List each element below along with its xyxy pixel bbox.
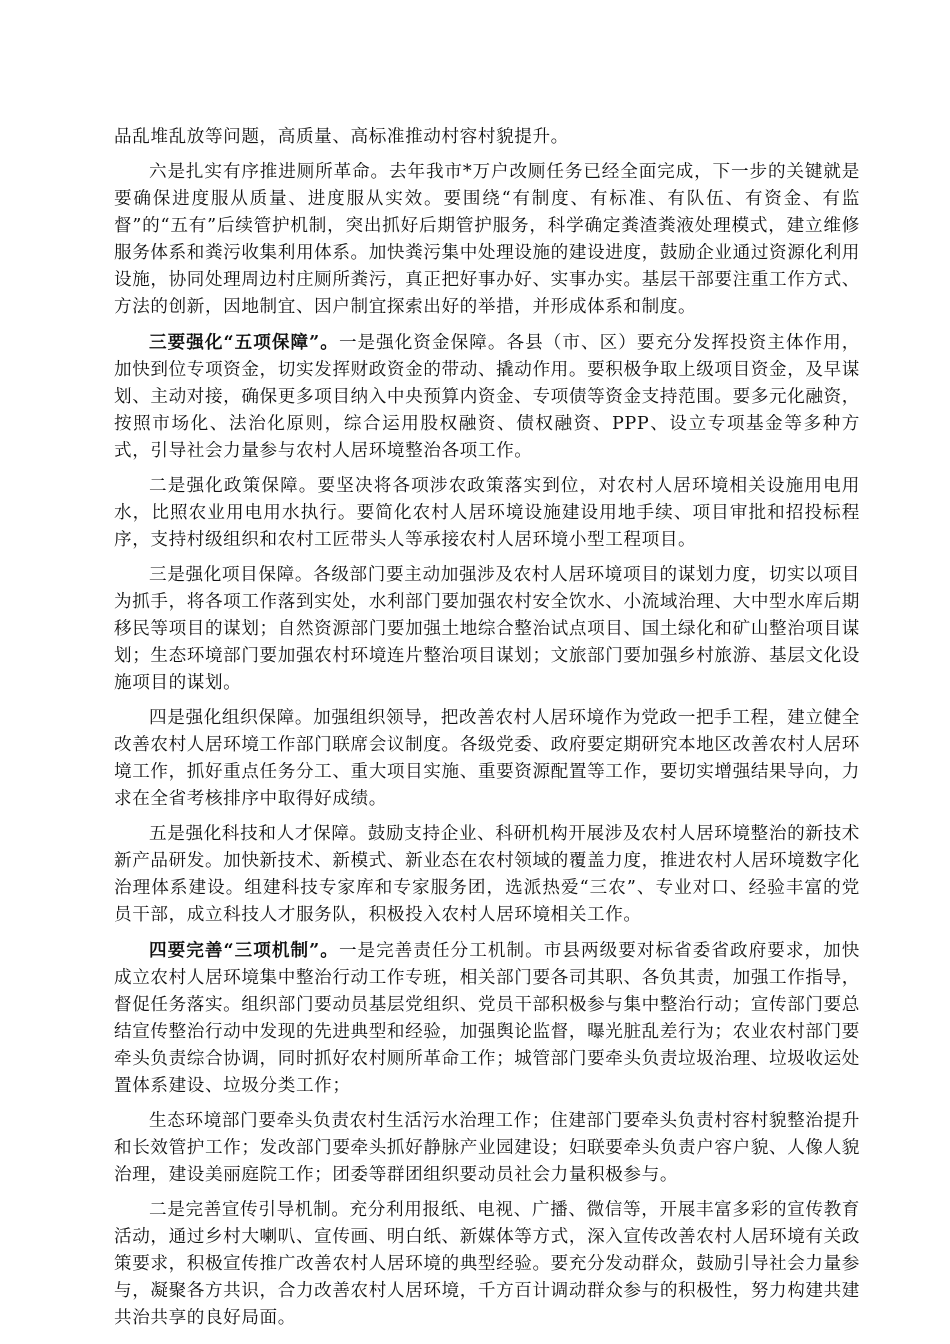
paragraph-5	[114, 562, 860, 697]
paragraph-2	[114, 159, 860, 321]
section-heading: 三要强化“五项保障”。	[149, 332, 339, 353]
paragraph-text: 三是强化项目保障。各级部门要主动加强涉及农村人居环境项目的谋划力度，切实以项目为抓手，将各项工作落到实处，水利部门要加强农村安全饮水、小流域治理、大中型水库后期移民等项目的谋划；自然资源部门要加强土地综合整治试点项目、国土绿化和矿山整治项目谋划；生态环境部门要加强农村环境连片整治项目谋划；文旅部门要加强乡村旅游、基层文化设施项目的谋划。	[114, 565, 860, 693]
paragraph-3	[114, 329, 860, 465]
document-page	[114, 124, 860, 1340]
paragraph-text: 二是完善宣传引导机制。充分利用报纸、电视、广播、微信等，开展丰富多彩的宣传教育活动，通过乡村大喇叭、宣传画、明白纸、新媒体等方式，深入宣传改善农村人居环境有关政策要求，积极宣传推广改善农村人居环境的典型经验。要充分发动群众，鼓励引导社会力量参与，凝聚各方共识，合力改善农村人居环境，千方百计调动群众参与的积极性，努力构建共建共治共享的良好局面。	[114, 1200, 860, 1328]
paragraph-10	[114, 1197, 860, 1332]
paragraph-text: 四是强化组织保障。加强组织领导，把改善农村人居环境作为党政一把手工程，建立健全改善农村人居环境工作部门联席会议制度。各级党委、政府要定期研究本地区改善农村人居环境工作，抓好重点任务分工、重大项目实施、重要资源配置等工作，要切实增强结果导向，力求在全省考核排序中取得好成绩。	[114, 708, 860, 809]
paragraph-1	[114, 124, 860, 151]
paragraph-text: 二是强化政策保障。要坚决将各项涉农政策落实到位，对农村人居环境相关设施用电用水，比照农业用电用水执行。要简化农村人居环境设施建设用地手续、项目审批和招投标程序，支持村级组织和农村工匠带头人等承接农村人居环境小型工程项目。	[114, 476, 860, 550]
paragraph-6	[114, 705, 860, 813]
paragraph-9	[114, 1108, 860, 1189]
paragraph-text: 一是强化资金保障。各县（市、区）要充分发挥投资主体作用，加快到位专项资金，切实发挥财政资金的带动、撬动作用。要积极争取上级项目资金，及早谋划、主动对接，确保更多项目纳入中央预算内资金、专项债等资金支持范围。要多元化融资，按照市场化、法治化原则，综合运用股权融资、债权融资、PPP、设立专项基金等多种方式，引导社会力量参与农村人居环境整治各项工作。	[114, 333, 861, 461]
section-heading: 四要完善“三项机制”。	[149, 940, 339, 961]
paragraph-text: 生态环境部门要牵头负责农村生活污水治理工作；住建部门要牵头负责村容村貌整治提升和长效管护工作；发改部门要牵头抓好静脉产业园建设；妇联要牵头负责户容户貌、人像人貌治理，建设美丽庭院工作；团委等群团组织要动员社会力量积极参与。	[114, 1111, 860, 1185]
paragraph-text: 五是强化科技和人才保障。鼓励支持企业、科研机构开展涉及农村人居环境整治的新技术新产品研发。加快新技术、新模式、新业态在农村领域的覆盖力度，推进农村人居环境数字化治理体系建设。组建科技专家库和专家服务团，选派热爱“三农”、专业对口、经验丰富的党员干部，成立科技人才服务队，积极投入农村人居环境相关工作。	[114, 824, 860, 925]
paragraph-text: 一是完善责任分工机制。市县两级要对标省委省政府要求，加快成立农村人居环境集中整治行动工作专班，相关部门要各司其职、各负其责，加强工作指导，督促任务落实。组织部门要动员基层党组织、党员干部积极参与集中整治行动；宣传部门要总结宣传整治行动中发现的先进典型和经验，加强舆论监督，曝光脏乱差行为；农业农村部门要牵头负责综合协调，同时抓好农村厕所革命工作；城管部门要牵头负责垃圾治理、垃圾收运处置体系建设、垃圾分类工作；	[114, 941, 861, 1096]
paragraph-8	[114, 937, 860, 1100]
paragraph-text: 品乱堆乱放等问题，高质量、高标准推动村容村貌提升。	[114, 127, 569, 147]
paragraph-text: 六是扎实有序推进厕所革命。去年我市*万户改厕任务已经全面完成，下一步的关键就是要确保进度服从质量、进度服从实效。要围绕“有制度、有标准、有队伍、有资金、有监督”的“五有”后续管护机制，突出抓好后期管护服务，科学确定粪渣粪液处理模式，建立维修服务体系和粪污收集利用体系。加快粪污集中处理设施的建设进度，鼓励企业通过资源化利用设施，协同处理周边村庄厕所粪污，真正把好事办好、实事办实。基层干部要注重工作方式、方法的创新，因地制宜、因户制宜探索出好的举措，并形成体系和制度。	[114, 162, 860, 317]
paragraph-4	[114, 473, 860, 554]
paragraph-7	[114, 821, 860, 929]
